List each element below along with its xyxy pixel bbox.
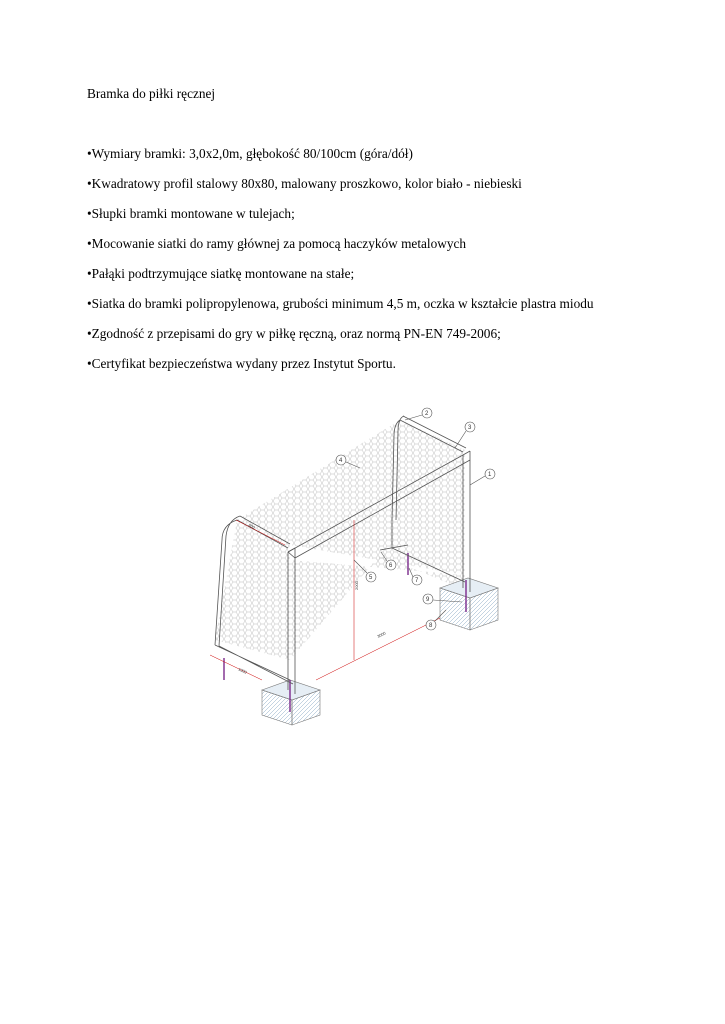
dim-height: 2000 — [354, 581, 359, 590]
document-title: Bramka do piłki ręcznej — [87, 86, 216, 101]
dim-depth-top: 800 — [247, 522, 256, 530]
callout-8: 8 — [429, 623, 433, 629]
callout-2: 2 — [425, 411, 429, 417]
dim-width: 3000 — [376, 630, 387, 639]
spec-item: •Wymiary bramki: 3,0x2,0m, głębokość 80/100cm (góra/dół) — [87, 146, 413, 161]
callout-7: 7 — [415, 578, 419, 584]
callout-9: 9 — [426, 597, 430, 603]
spec-item: •Pałąki podtrzymujące siatkę montowane na stałe; — [87, 266, 355, 281]
spec-item: •Słupki bramki montowane w tulejach; — [87, 206, 295, 221]
goal-technical-drawing — [195, 400, 525, 730]
callout-4: 4 — [339, 458, 343, 464]
callout-6: 6 — [389, 563, 393, 569]
spec-item: •Mocowanie siatki do ramy głównej za pomocą haczyków metalowych — [87, 236, 467, 251]
concrete-footing-right — [440, 578, 498, 630]
callout-5: 5 — [369, 575, 373, 581]
dim-depth-bottom: 1000 — [237, 666, 248, 675]
spec-item: •Kwadratowy profil stalowy 80x80, malowany proszkowo, kolor biało - niebieski — [87, 176, 522, 191]
spec-item: •Zgodność z przepisami do gry w piłkę ręczną, oraz normą PN-EN 749-2006; — [87, 326, 501, 341]
spec-item: •Certyfikat bezpieczeństwa wydany przez Instytut Sportu. — [87, 356, 396, 371]
concrete-footing-left — [262, 680, 320, 725]
callout-3: 3 — [468, 425, 472, 431]
spec-list — [87, 146, 594, 386]
callout-1: 1 — [488, 472, 492, 478]
spec-item: •Siatka do bramki polipropylenowa, grubości minimum 4,5 m, oczka w kształcie plastra miodu — [87, 296, 594, 311]
